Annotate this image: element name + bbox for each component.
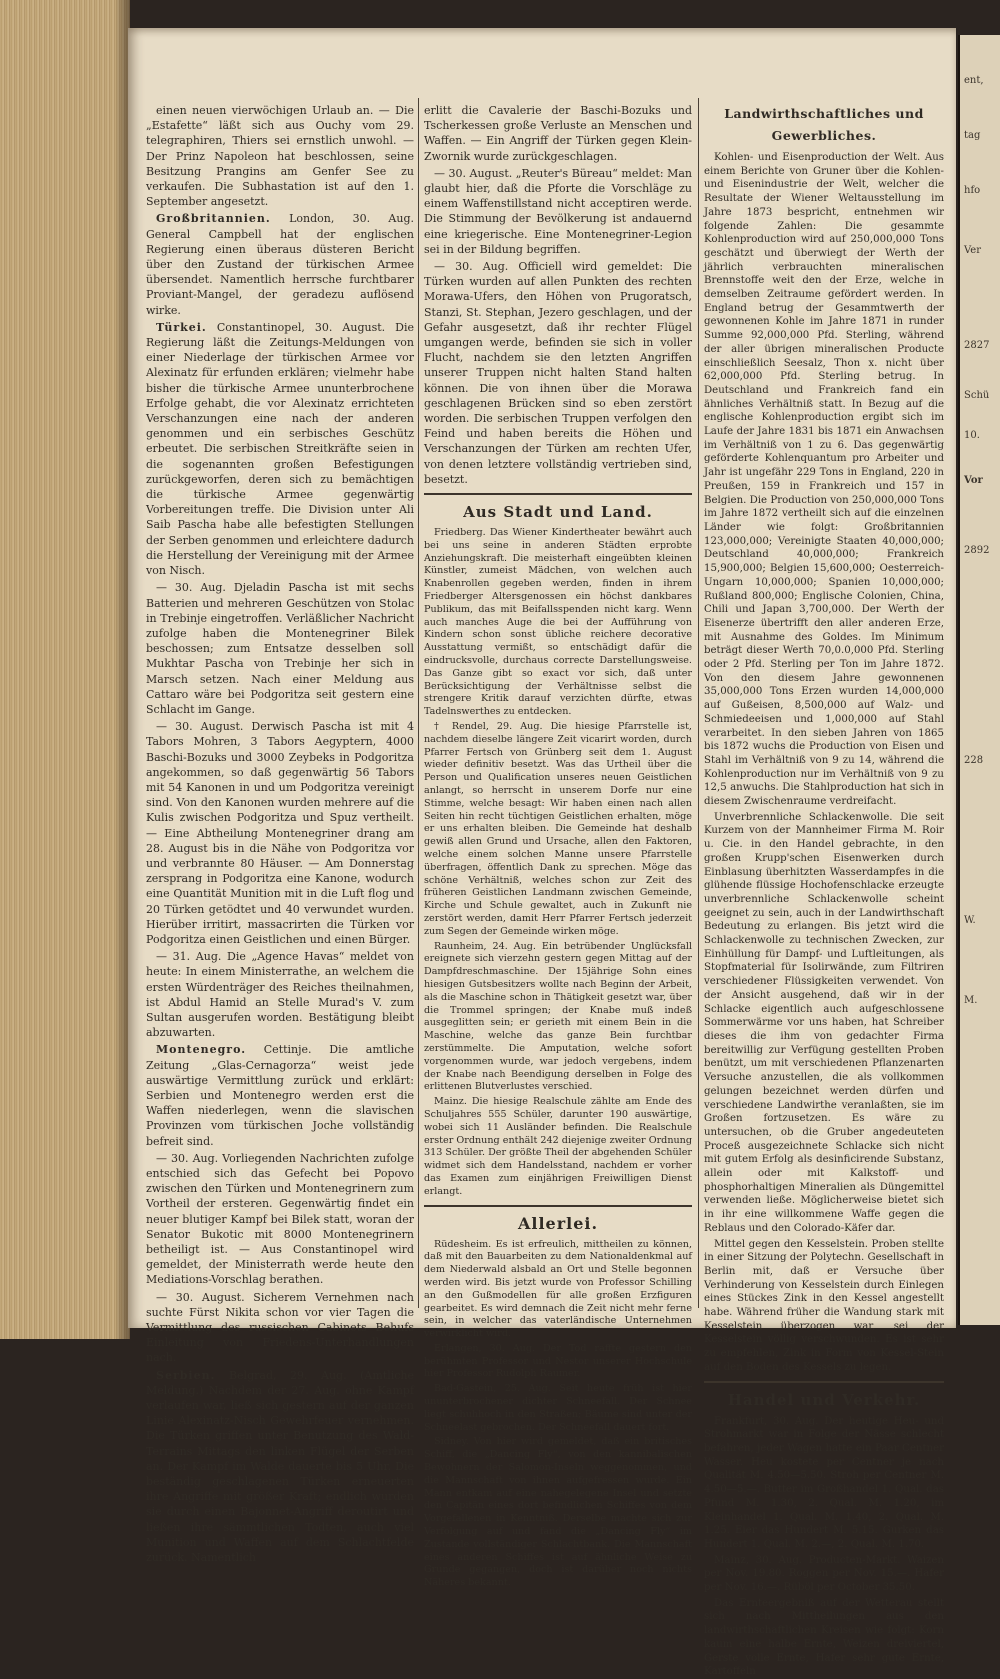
edge-fragment: Schü [964, 390, 990, 401]
section-heading-handel: Handel und Verkehr. [727, 1390, 921, 1409]
article-great-britain [146, 211, 414, 317]
section-heading: Türkei. [156, 320, 207, 334]
paragraph: — 30. August. Derwisch Pascha ist mit 4 Tabors Mohren, 3 Tabors Aegyptern, 4000 Baschi-Bozuks und 3000 Zeybeks in Podgoritza angekommen, so daß gegenwärtig 56 Tabors mit 54 Kanonen in und um Podgoritza vereinigt sind. Von den Kanonen wurden mehrere auf die Kulis zwischen Podgoritza und Spuz vertheilt. — Eine Abtheilung Montenegriner drang am 28. August bis in die Nähe von Podgoritza vor und verbrannte 80 Häuser. — Am Donnerstag zersprang in Podgoritza eine Kanone, wodurch eine Quantität Munition mit in die Luft flog und 20 Türken getödtet und 40 verwundet wurden. Hierüber irritirt, massacrirten die Türken vor Podgoritza einen Geistlichen und einen Bürger. [146, 720, 414, 946]
paragraph: Frankfurt, 30. Aug. Der heutige Heu- und Strohmarkt war in Folge der Nässe schlecht befahren, jeder Wagen hatte ein Paar Centner Wasser. Heu kostete per Centner je nach Qualität M. 4.50—5.50. Stroh per Centner M. 4.50—5.—. Butter im Großhandel 1. Qual. das Pfund M. 1.30, 2. Qual. M. 1.20, im Kleinhandel 1. Qual. M. 1.40, 2. Qual. M. 1.25. Eier das Hundert M. 5.15. Gurken das Hundert 1. Qual. M. 2.—, 2. Qual. M. 1.70. [704, 1415, 944, 1550]
edge-fragment: 2892 [964, 545, 990, 556]
edge-fragment: 228 [964, 755, 984, 766]
paragraph: Friedberg. Das Wiener Kindertheater bewährt auch bei uns seine in anderen Städten erprobte Anziehungskraft. Die meisterhaft eingeübten kleinen Künstler, zumeist Mädchen, von welchen auch Knabenrollen gegeben werden, finden in ihrem Friedberger Altersgenossen ein höchst dankbares Publikum, das mit Beifallsspenden nicht karg. Wenn auch manches Auge die bei der Aufführung von Kindern schon sonst übliche reichere decorative Ausstattung vermißt, so entschädigt dafür die eindrucksvolle, durchaus correcte Darstellungsweise. Das Ganze gibt so exact vor sich, daß unter Berücksichtigung der Verhältnisse selbst die strengere Kritik darauf verzichten dürfte, etwas Tadelnswerthes zu entdecken. [424, 527, 692, 718]
section-divider [424, 1205, 692, 1207]
edge-fragment: M. [964, 995, 978, 1006]
paragraph: einen neuen vierwöchigen Urlaub an. — Die „Estafette“ läßt sich aus Ouchy vom 29. telegraphiren, Thiers sei ernstlich unwohl. — Der Prinz Napoleon hat beschlossen, seine Besitzung Prangins am Genfer See zu verkaufen. Die Subhastation ist auf den 1. September angesetzt. [146, 104, 414, 209]
column-2 [424, 103, 692, 1589]
column-3 [704, 103, 944, 1678]
section-divider [704, 1381, 944, 1383]
paragraph: Kohlen- und Eisenproduction der Welt. Aus einem Berichte von Gruner über die Kohlen- und Eisenindustrie der Welt, welcher die Resultate der Wiener Weltausstellung im Jahre 1873 bespricht, entnehmen wir folgende Zahlen: Die gesammte Kohlenproduction wird auf 250,000,000 Tons geschätzt und überwiegt der Werth der jährlich verbrauchten mineralischen Brennstoffe weit den der Erze, welche in demselben Zeitraume gefördert werden. In England betrug der Gesammtwerth der gewonnenen Kohle im Jahre 1871 in runder Summe 92,000,000 Pfd. Sterling, während der aller übrigen mineralischen Producte einschließlich Seesalz, Thon x. nicht über 62,000,000 Pfd. Sterling betrug. In Deutschland und Frankreich fand ein ähnliches Verhältniß statt. In Bezug auf die englische Kohlenproduction ergibt sich im Laufe der Jahre 1831 bis 1871 ein Anwachsen im Verhältniß von 1 zu 6. Das gegenwärtig geförderte Kohlenquantum pro Arbeiter und Jahr ist ungefähr 229 Tons in England, 220 in Preußen, 159 in Frankreich und 157 in Belgien. Die Production von 250,000,000 Tons im Jahre 1872 vertheilt sich auf die einzelnen Länder wie folgt: Großbritannien 123,000,000; Vereinigte Staaten 40,000,000; Deutschland 40,000,000; Frankreich 15,900,000; Belgien 15,600,000; Oesterreich-Ungarn 10,000,000; Spanien 10,000,000; Rußland 800,000; Englische Colonien, China, Chili und Japan 3,700,000. Der Werth der Eisenerze übertrifft den aller anderen Erze, mit Ausnahme des Goldes. Im Minimum beträgt dieser Werth 70,0.0,000 Pfd. Sterling oder 2 Pfd. Sterling per Ton im Jahre 1872. Von den diesem Jahre gewonnenen 35,000,000 Tons Erzen wurden 14,000,000 auf Gußeisen, 8,500,000 auf Walz- und Schmiedeeisen und 1,000,000 auf Stahl verarbeitet. In den sieben Jahren von 1865 bis 1872 wuchs die Production von Eisen und Stahl im Verhältniß von 9 zu 14, während die Kohlenproduction nur im Verhältniß von 9 zu 12,5 anwuchs. Die Stahlproduction hat sich in diesem Zwischenraume verdreifacht. [704, 152, 944, 808]
edge-fragment: tag [964, 130, 981, 141]
section-heading: Großbritannien. [156, 212, 271, 226]
paragraph: Raunheim, 24. Aug. Ein betrübender Unglücksfall ereignete sich vierzehn gestern gegen Mittag auf der Dampfdreschmaschine. Der 15jährige Sohn eines hiesigen Gutsbesitzers wollte nach Beginn der Arbeit, als die Maschine schon in Thätigkeit gesetzt war, über die Trommel springen; der Knabe muß indeß ausgeglitten sein; er gerieth mit einem Bein in die Maschine, welche das ganze Bein furchtbar zerstümmelte. Die Amputation, welche sofort vorgenommen wurde, war jedoch vergebens, indem der Knabe nach Beendigung derselben in Folge des erlittenen Blutverlustes verschied. [424, 940, 692, 1093]
paragraph: — 30. August. Sicherem Vernehmen nach suchte Fürst Nikita schon vor vier Tagen die Vermittlung des russischen Cabinets Behufs Einleitung von Friedens-Unterhandlungen nach. [146, 1290, 414, 1365]
edge-fragment: ent, [964, 75, 984, 86]
paragraph: — 30. Aug. Djeladin Pascha ist mit sechs Batterien und mehreren Geschützen von Stolac in Trebinje eingetroffen. Verläßlicher Nachricht zufolge haben die Montenegriner Bilek beschossen; zum Entsatze desselben soll Mukhtar Pascha von Trebinje her sich in Marsch setzen. Nach einer Meldung aus Cattaro wäre bei Podgoritza seit gestern eine Schlacht im Gange. [146, 581, 414, 716]
section-heading: Serbien. [156, 1368, 216, 1382]
article-text: Cettinje. Die amtliche Zeitung „Glas-Cernagorza“ weist jede auswärtige Vermittlung zurück und erklärt: Serbien und Montenegro werden erst die Waffen niederlegen, wenn die slavischen Provinzen vom türkischen Joche vollständig befreit sind. [146, 1043, 415, 1148]
paragraph: Mittel gegen den Kesselstein. Proben stellte in einer Sitzung der Polytechn. Gesellschaft in Berlin mit, daß er Versuche über Verhinderung von Kesselstein durch Einlegen eines Stückes Zink in den Kessel angestellt habe. Während früher die Wandung stark mit Kesselstein überzogen war, sei der Kesselstein völlig verschwunden. Es ist sehr zu empfehlen, Zink in Form von Kessel-Stein auf den Boden des Kessels zu legen. [704, 1238, 944, 1373]
edge-fragment: 10. [964, 430, 980, 441]
paragraph: Unverbrennliche Schlackenwolle. Die seit Kurzem von der Mannheimer Firma M. Roir u. Cie. in den Handel gebrachte, in den großen Krupp'schen Eisenwerken durch Einblasung überhitzten Wasserdampfes in die glühende flüssige Hochofenschlacke erzeugte unverbrennliche Schlackenwolle scheint geeignet zu sein, auch in der Landwirthschaft Bedeutung zu erlangen. Bis jetzt wird die Schlackenwolle zu technischen Zwecken, zur Einhüllung für Dampf- und Luftleitungen, als Stopfmaterial für Isolirwände, zum Filtriren verschiedener Flüssigkeiten verwendet. Von der Ansicht ausgehend, daß wir in der Schlacke eigentlich auch aufgeschlossene Sommerwärme vor uns haben, hat Schreiber dieses die ihm von gedachter Firma bereitwillig zur Verfügung gestellten Proben benützt, um mit verschiedenen Pflanzenarten Versuche anzustellen, die als vollkommen gelungen bezeichnet werden dürfen und verschiedene Landwirthe veranlaßten, sie im Großen fortzusetzen. Es wäre zu untersuchen, ob die Gruber angedeuteten Proceß ausgezeichnete Schlacke sich nicht mit gutem Erfolg als desinficirende Substanz, allein oder mit Kalkstoff- und phosphorhaltigen Mineralien als Düngemittel verwenden ließe. Möglicherweise bietet sich in ihr eine willkommene Waffe gegen die Reblaus und den Colorado-Käfer dar. [704, 811, 944, 1234]
article-text: London, 30. Aug. General Campbell hat der englischen Regierung einen überaus düsteren Bericht über den Zustand der türkischen Armee übersendet. Namentlich herrsche furchtbarer Proviant-Mangel, der geradezu auflösend wirke. [146, 212, 415, 317]
local-news [424, 527, 692, 1590]
paragraph: Rüdesheim. Es ist erfreulich, mittheilen zu können, daß mit den Bauarbeiten zu dem Nationaldenkmal auf dem Niederwald alsbald an Ort und Stelle begonnen werden wird. Bis jetzt wurde von Professor Schilling an den Gußmodellen für alle großen Erzfiguren gearbeitet. Es wird demnach die Zeit nicht mehr ferne sein, in welcher das vaterländische Unternehmen verwirklicht wird. [424, 1238, 692, 1340]
paragraph: erlitt die Cavalerie der Baschi-Bozuks und Tscherkessen große Verluste an Menschen und Waffen. — Ein Angriff der Türken gegen Klein-Zwornik wurde zurückgeschlagen. [424, 104, 692, 163]
edge-fragment: hfo [964, 185, 981, 196]
paragraph: — 30. Aug. Vorliegenden Nachrichten zufolge entschied sich das Gefecht bei Popovo zwischen den Türken und Montenegrinern zum Vortheil der ersteren. Gegenwärtig findet ein neuer blutiger Kampf bei Bilek statt, woran der Senator Bukotic mit 8000 Montenegrinern betheiligt ist. — Aus Constantinopel wird gemeldet, der Ministerrath werde heute den Mediations-Vorschlag berathen. [146, 1151, 414, 1287]
paragraph: Erlangen, 30. Aug. Der Tod raffte gestern den berühmten Professor und Nestor unserer Hochschule hier Professor Rudolph Raumer. [424, 1342, 692, 1380]
edge-fragment: W. [964, 915, 976, 926]
edge-fragment: Vor [964, 475, 983, 486]
paragraph: — 30. August. „Reuter's Büreau“ meldet: Man glaubt hier, daß die Pforte die Vorschläge zu einem Waffenstillstand nicht acceptiren werde. Die Stimmung der Bevölkerung ist andauernd eine kriegerische. Eine Montenegriner-Legion sei in der Bildung begriffen. [424, 166, 692, 256]
newspaper-page [128, 28, 956, 1678]
section-heading-stadt-land: Aus Stadt und Land. [463, 503, 653, 522]
edge-fragment: Ver [964, 245, 982, 256]
paragraph: Mainz. Die hiesige Realschule zählte am Ende des Schuljahres 555 Schüler, darunter 190 auswärtige, wobei sich 11 Ausländer befinden. Die Realschule erster Ordnung enthält 242 diejenige zweiter Ordnung 313 Schüler. Der größte Theil der abgehenden Schüler widmet sich dem Handelsstand, nachdem er vorher das Examen zum einjährigen Freiwilligen Dienst erlangt. [424, 1096, 692, 1197]
paragraph: — 31. Aug. Die „Agence Havas“ meldet von heute: In einem Ministerrathe, an welchem die ersten Würdenträger des Reiches theilnahmen, ist Abdul Hamid an Stelle Murad's V. zum Sultan ausgerufen worden. Bestätigung bleibt abzuwarten. [146, 950, 414, 1040]
column-rule [418, 98, 419, 1308]
section-divider [424, 493, 692, 495]
book-page-edges [0, 0, 130, 1339]
edge-fragment: 2827 [964, 340, 990, 351]
article-turkey [146, 320, 414, 578]
paragraph: Bad-Gastein, 25. Aug. Seit heute früh ist hier ununterbrochener dichter Schneefall. Der Schnee liegt schuhhoch in den Straßen; Bäume sind unter der Schneelast gebrochen. Der Schneefall dauert fort. [424, 1383, 692, 1433]
paragraph: Das Ernteergebniß auf der Wetterau stellt sich nach Mittheilungen aus den landwirthschaftlichen Kreisen wie folgt: Korn kaum eine halbe Ernte, Weizen dreiviertel, Gerste volle Ernte, Hafer sehr gute Ernte, Kartoffeln [704, 1597, 944, 1678]
article-montenegro [146, 1042, 414, 1148]
article-text: Constantinopel, 30. August. Die Regierung läßt die Zeitungs-Meldungen von einer Niederlage der türkischen Armee vor Alexinatz für erfunden erklären; vielmehr habe bisher die türkische Armee ununterbrochene Erfolge gehabt, die vor Alexinatz errichteten Verschanzungen eine nach der anderen genommen und ein serbisches Geschütz erbeutet. Die serbischen Streitkräfte seien in die sogenannten großen Befestigungen zurückgeworfen, deren sich zu bemächtigen die türkische Armee gegenwärtig Vorbereitungen treffe. Die Division unter Ali Saib Pascha habe alle befestigten Stellungen der Serben genommen und erleichtere dadurch die Herstellung der Vereinigung mit der Armee von Nisch. [146, 320, 415, 578]
section-heading-allerlei: Allerlei. [517, 1213, 599, 1233]
column-rule [698, 98, 699, 1308]
paragraph: — 30. Aug. Officiell wird gemeldet: Die Türken wurden auf allen Punkten des rechten Morawa-Ufers, den Höhen von Prugoratsch, Stanzi, St. Stephan, Jezero geschlagen, und der Gefahr ausgesetzt, daß ihr rechter Flügel umgangen werde, befinden sie sich in voller Flucht, nachdem sie den letzten Angriffen unserer Truppen nicht halten Stand halten können. Die von ihnen über die Morawa geschlagenen Brücken sind so eben zerstört worden. Die serbischen Truppen verfolgen den Feind und haben bereits die Höhen und Verschanzungen der Türken am rechten Ufer, von denen letztere vollständig vertrieben sind, besetzt. [424, 260, 692, 486]
article-serbia [146, 1368, 414, 1566]
article-text: Belgrad, 29. Aug. (Amtliche Meldung.) Nachdem der 27. Aug. ohne Kampf verlaufen war, ließ sich gestern auf der ganzen Linie Alexinatz-Nisch Gewehrfeuer vernehmen. Die Türken griffen unter Benutzung des Wald-Terrains Mittags den linken Flügel der Serben an. Der Kampf im Walde dauerte bis 5 Uhr. Die beständig geschlagenen Türken erneuerten ihre Angriffe mit größer Kraft; endlich wurden sie durch einen Bajonnet-Angriff deroutirt und ließen ihre sämmtlichen Todten, auch viel Munition und Waffen auf dem Schlachtfelde zurück. Namentlich [146, 1368, 414, 1565]
paragraph: Mainz, 30. Aug. Producten-Markt. Waizen per Nov. 19.80. Roggen per Nov. 15.—. Hafer per Nov. 16.—. Rüböl per October 35.50. [704, 1554, 944, 1594]
section-heading: Montenegro. [156, 1043, 247, 1057]
paragraph: Sidney. Von hier wird gemeldet, daß ein britisches Schiff, die „Dancing Fly“, von den kannibalischen Bewohnern der Salomon-Inseln weggenommen, und die Mannschaft von ihnen aufgefressen wurde. Ein Mann entkam auf eine nahegelegene Insel und setzte den Capitän eines dort befindlichen Schiffes von dem Vorgefallenen in Kenntniß. Derselbe machte sich zur Verfolgung auf und fand die „Dancing Fly“ im Zustande vollständiger Schlachtbank. Die Mannschaft eines anderen Schiffes ist auf ähnliche Weise zu Grunde gegangen, doch ist darüber noch nichts Näheres bekannt. [424, 1436, 692, 1589]
column-1 [146, 103, 415, 1565]
paragraph: † Rendel, 29. Aug. Die hiesige Pfarrstelle ist, nachdem dieselbe längere Zeit vicarirt worden, durch Pfarrer Fertsch von Grünberg seit dem 1. August wieder definitiv besetzt. Was das Urtheil über die Person und Qualification unseres neuen Geistlichen anlangt, so herrscht in unserem Dorfe nur eine Stimme, welche besagt: Wir haben einen nach allen Seiten hin recht tüchtigen Geistlichen erhalten, möge er uns erhalten bleiben. Die Gemeinde hat deshalb gewiß allen Grund und Ursache, allen den Faktoren, welche einem solchen Manne unsere Pfarrstelle überfragen, öffentlich Dank zu sprechen. Möge das schöne Verhältniß, welches schon zur Zeit des früheren Geistlichen Landmann zwischen Gemeinde, Kirche und Schule gewaltet, auch in Zukunft nie zerstört werden, damit Herr Pfarrer Fertsch jederzeit zum Segen der Gemeinde wirken möge. [424, 721, 692, 937]
adjacent-page-edge [958, 35, 1000, 1325]
section-heading-landwirthschaft: Landwirthschaftliches und Gewerbliches. [724, 106, 924, 143]
